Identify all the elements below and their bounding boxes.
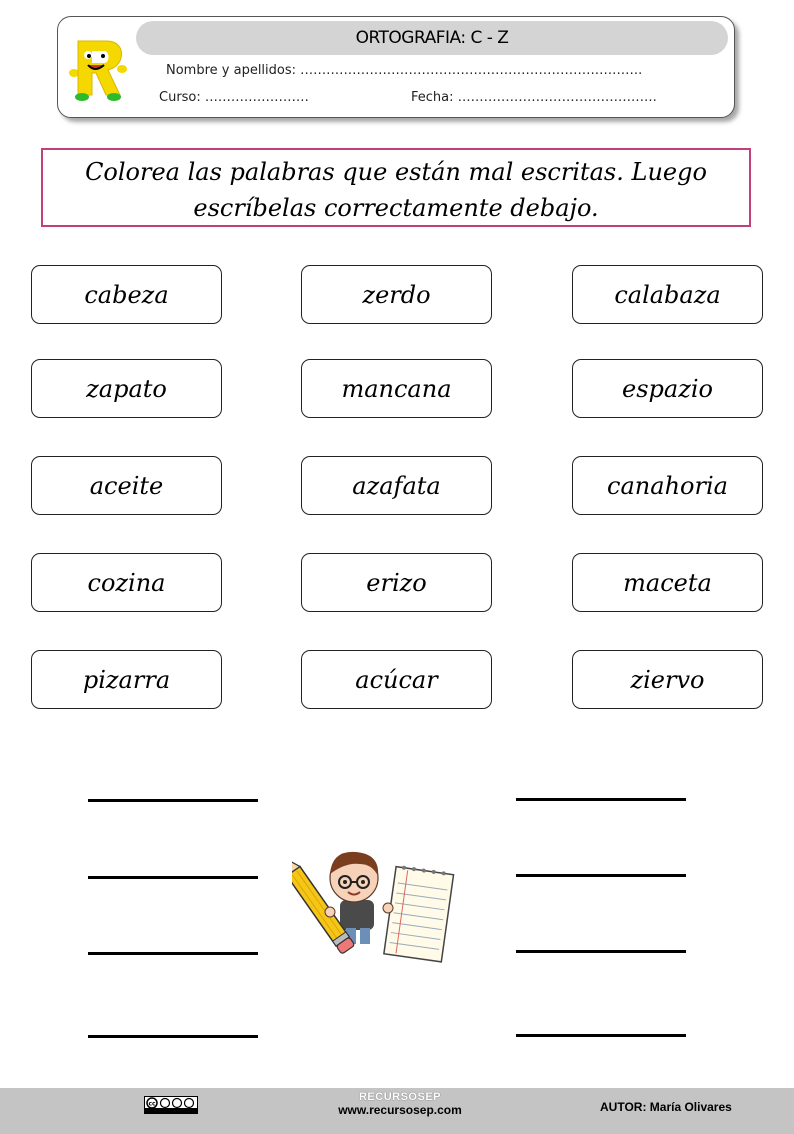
answer-line[interactable] <box>516 798 686 801</box>
word-card[interactable]: cabeza <box>31 265 222 324</box>
svg-text:cc: cc <box>148 1100 156 1108</box>
answer-line[interactable] <box>88 799 258 802</box>
course-field: Curso: …………………… <box>159 90 309 105</box>
word-card[interactable]: acúcar <box>301 650 492 709</box>
word-card[interactable]: ziervo <box>572 650 763 709</box>
letter-r-mascot-logo <box>62 33 132 103</box>
answer-line[interactable] <box>88 952 258 955</box>
answer-line[interactable] <box>88 1035 258 1038</box>
name-field: Nombre y apellidos: ……………………………………………………………………. <box>166 63 643 78</box>
footer-url[interactable]: www.recursosep.com <box>338 1103 462 1117</box>
worksheet-header <box>57 16 735 118</box>
instructions-line-2: escríbelas correctamente debajo. <box>193 194 599 222</box>
word-card[interactable]: maceta <box>572 553 763 612</box>
word-card[interactable]: aceite <box>31 456 222 515</box>
footer-brand: RECURSOSEP <box>358 1091 442 1103</box>
date-field: Fecha: ………………………………………. <box>411 90 657 105</box>
kid-with-pencil-and-notepad-illustration <box>292 842 457 967</box>
word-card[interactable]: azafata <box>301 456 492 515</box>
word-card[interactable]: zerdo <box>301 265 492 324</box>
answer-line[interactable] <box>516 1034 686 1037</box>
creative-commons-license-icon <box>144 1096 198 1114</box>
footer-author: AUTOR: María Olivares <box>600 1100 732 1114</box>
word-card[interactable]: pizarra <box>31 650 222 709</box>
word-card[interactable]: espazio <box>572 359 763 418</box>
footer-brand-block <box>300 1091 500 1117</box>
answer-line[interactable] <box>88 876 258 879</box>
worksheet-title: ORTOGRAFIA: C - Z <box>136 21 728 55</box>
page-footer <box>0 1088 794 1134</box>
word-card[interactable]: cozina <box>31 553 222 612</box>
word-card[interactable]: canahoria <box>572 456 763 515</box>
instructions-box <box>41 148 751 227</box>
word-card[interactable]: mancana <box>301 359 492 418</box>
answer-line[interactable] <box>516 950 686 953</box>
answer-line[interactable] <box>516 874 686 877</box>
word-card[interactable]: erizo <box>301 553 492 612</box>
word-card[interactable]: zapato <box>31 359 222 418</box>
instructions-line-1: Colorea las palabras que están mal escritas. Luego <box>85 158 707 186</box>
word-card[interactable]: calabaza <box>572 265 763 324</box>
